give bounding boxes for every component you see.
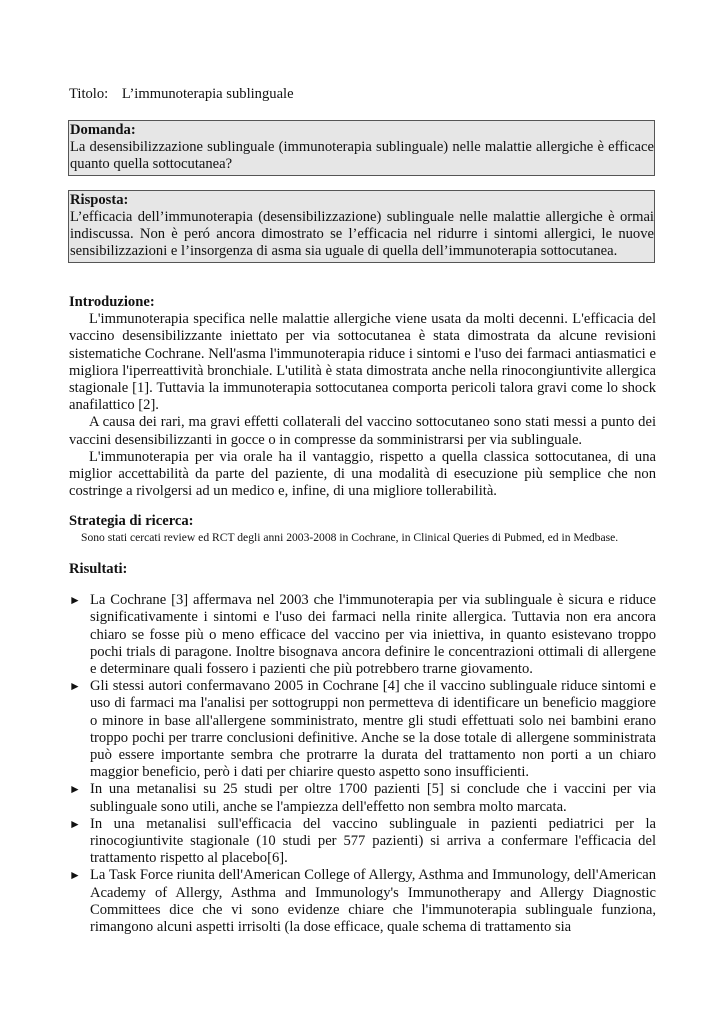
results-item <box>69 867 656 936</box>
results-item-text: Gli stessi autori confermavano 2005 in Cochrane [4] che il vaccino sublinguale riduce sintomi e uso di farmaci ma l'analisi per sottogruppi non permetteva di identificare un beneficio maggiore o minore in base all'allergene somministrato, mentre gli studi effettuati solo nei bambini erano troppo pochi per trarre conclusioni definitive. Anche se la dose totale di allergene somministrata può essere importante sembra che protrarre la durata del trattamento non porti a un chiaro maggior beneficio, però i dati per chiarire questo aspetto sono insufficienti. <box>90 678 656 781</box>
triangle-bullet-icon: ► <box>69 782 81 797</box>
search-strategy-section <box>69 513 656 545</box>
results-item-text: La Cochrane [3] affermava nel 2003 che l'immunoterapia per via sublinguale è sicura e riduce significativamente i sintomi e l'uso dei farmaci nella rinite allergica. Tuttavia non era ancora chiaro se fosse più o meno efficace del vaccino per via iniettiva, in quanto esistevano troppo pochi trials di paragone. Inoltre bisognava ancora definire le concentrazioni ottimali di allergene e determinare quali fossero i pazienti che più potrebbero trarne giovamento. <box>90 592 656 678</box>
answer-box <box>68 190 655 263</box>
introduction-section <box>69 294 656 500</box>
introduction-heading: Introduzione: <box>69 294 155 310</box>
introduction-paragraph: L'immunoterapia per via orale ha il vantaggio, rispetto a quella classica sottocutanea, di una miglior accettabilità da parte del paziente, di una modalità di esecuzione più semplice che non costringe a rivolgersi ad un medico e, infine, di una migliore tollerabilità. <box>69 448 656 500</box>
triangle-bullet-icon: ► <box>69 679 81 694</box>
answer-heading: Risposta: <box>70 192 129 208</box>
results-item <box>69 781 656 815</box>
results-heading: Risultati: <box>69 561 128 577</box>
results-item <box>69 592 656 678</box>
answer-text: L’efficacia dell’immunoterapia (desensibilizzazione) sublinguale nelle malattie allergiche è ormai indiscussa. Non è peró ancora dimostrato se l’efficacia nel ridurre i sintomi allergici, le nuove sensibilizzazioni e l’insorgenza di asma sia uguale di quella dell’immunoterapia sottocutanea. <box>70 209 654 259</box>
question-heading: Domanda: <box>70 122 136 138</box>
title-value: L’immunoterapia sublinguale <box>121 86 294 102</box>
results-section <box>69 561 656 936</box>
results-item-text: In una metanalisi su 25 studi per oltre 1700 pazienti [5] si conclude che i vaccini per via sublinguale sono utili, anche se l'ampiezza dell'effetto non sembra molto marcata. <box>90 781 656 815</box>
search-strategy-text: Sono stati cercati review ed RCT degli anni 2003-2008 in Cochrane, in Clinical Queries di Pubmed, ed in Medbase. <box>81 531 619 545</box>
triangle-bullet-icon: ► <box>69 816 81 831</box>
search-strategy-heading: Strategia di ricerca: <box>69 513 194 529</box>
triangle-bullet-icon: ► <box>69 593 81 608</box>
results-item <box>69 678 656 781</box>
results-item-text: La Task Force riunita dell'American College of Allergy, Asthma and Immunology, dell'American Academy of Allergy, Asthma and Immunology's Immunotherapy and Allergy Diagnostic Committees dice che vi sono evidenze chiare che l'immunoterapia sublinguale funziona, rimangono alcuni aspetti irrisolti (la dose efficace, quale schema di trattamento sia <box>90 867 656 936</box>
title-label: Titolo: <box>69 86 109 102</box>
document-title <box>69 86 294 103</box>
question-text: La desensibilizzazione sublinguale (immunoterapia sublinguale) nelle malattie allergiche è efficace quanto quella sottocutanea? <box>70 139 654 172</box>
results-list <box>69 592 656 936</box>
triangle-bullet-icon: ► <box>69 868 81 883</box>
question-box <box>68 120 655 176</box>
introduction-paragraph: A causa dei rari, ma gravi effetti collaterali del vaccino sottocutaneo sono stati messi a punto dei vaccini desensibilizzanti in gocce o in compresse da somministrarsi per via sublinguale. <box>69 414 656 448</box>
introduction-paragraph: L'immunoterapia specifica nelle malattie allergiche viene usata da molti decenni. L'efficacia del vaccino desensibilizzante iniettato per via sottocutanea è stata dimostrata da alcune revisioni sistematiche Cochrane. Nell'asma l'immunoterapia riduce i sintomi e l'uso dei farmaci antiasmatici e migliora l'iperreattività bronchiale. L'utilità è stata dimostrata anche nella rinocongiuntivite allergica stagionale [1]. Tuttavia la immunoterapia sottocutanea comporta pericoli talora gravi come lo shock anafilattico [2]. <box>69 311 656 414</box>
results-item-text: In una metanalisi sull'efficacia del vaccino sublinguale in pazienti pediatrici per la rinocogiuntivite stagionale (10 studi per 577 pazienti) si arriva a confermare l'efficacia del trattamento rispetto al placebo[6]. <box>90 815 656 867</box>
results-item <box>69 816 656 868</box>
